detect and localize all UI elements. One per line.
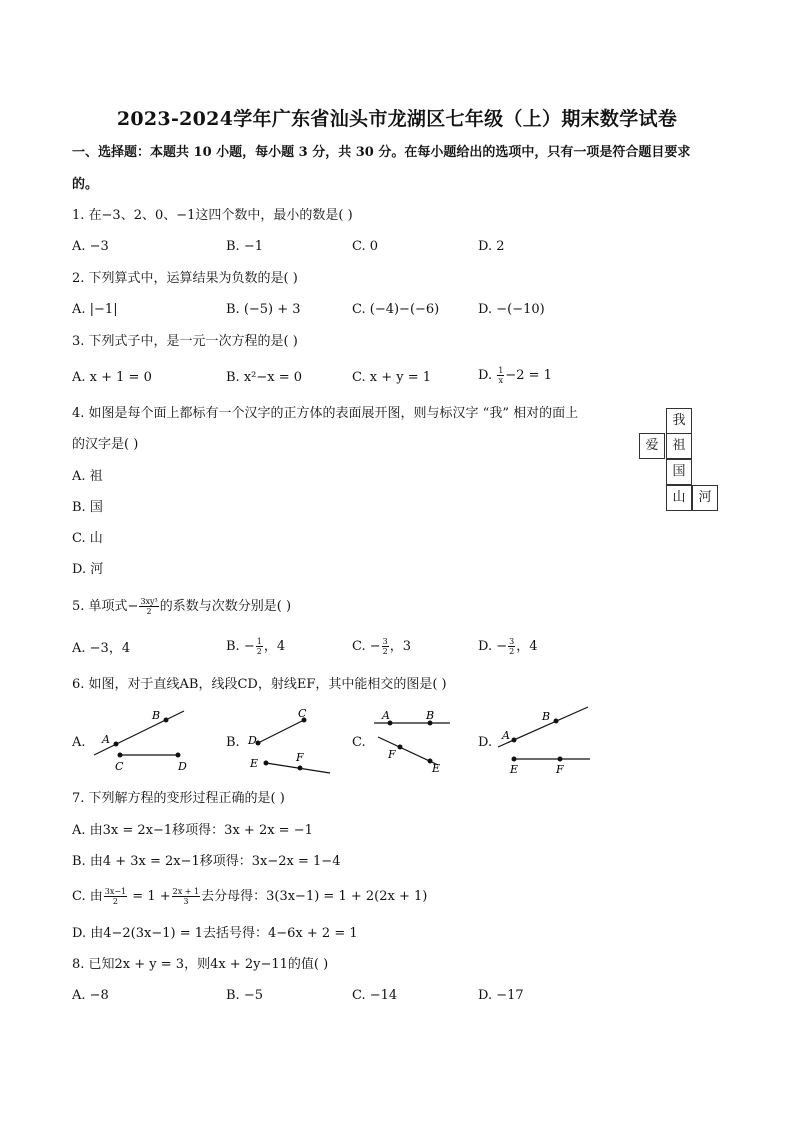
q5-b-prefix: B. −	[226, 639, 255, 654]
q5-d-den: 2	[509, 647, 515, 656]
q5-stem-num: 3xy³	[140, 597, 158, 606]
q4-stem-line1: 4. 如图是每个面上都标有一个汉字的正方体的表面展开图，则与标汉字 “我” 相对的面上	[72, 406, 579, 421]
net-face-guo: 国	[666, 459, 692, 485]
q5-option-b	[226, 637, 285, 656]
q6-stem: 6. 如图，对于直线AB，线段CD，射线EF，其中能相交的图是( )	[72, 677, 447, 692]
q3-option-c: C. x + y = 1	[352, 370, 432, 385]
q5-d-prefix: D. −	[478, 639, 508, 654]
q5-c-suffix: ，3	[389, 639, 412, 654]
q7-option-a: A. 由3x = 2x−1移项得：3x + 2x = −1	[72, 823, 313, 838]
net-face-zu: 祖	[666, 433, 692, 459]
q7-c-den1: 2	[112, 897, 118, 906]
q5-b-fraction	[256, 637, 263, 656]
q3-d-den: x	[498, 376, 504, 385]
fig-c-label-a: A	[382, 709, 390, 722]
q8-stem: 8. 已知2x + y = 3，则4x + 2y−11的值( )	[72, 957, 329, 972]
q4-stem-line2: 的汉字是( )	[72, 437, 139, 452]
q4-option-d: D. 河	[72, 562, 104, 577]
q6-figure-d	[494, 705, 594, 775]
fig-a-label-d: D	[178, 760, 187, 773]
q4-option-a: A. 祖	[72, 469, 103, 484]
net-face-wo: 我	[666, 408, 692, 434]
q7-stem: 7. 下列解方程的变形过程正确的是( )	[72, 791, 285, 806]
fig-c-label-e: E	[432, 762, 441, 775]
page-title: 2023-2024学年广东省汕头市龙湖区七年级（上）期末数学试卷	[116, 108, 678, 130]
q7-option-d: D. 由4−2(3x−1) = 1去括号得：4−6x + 2 = 1	[72, 926, 358, 941]
q3-d-fraction	[497, 366, 504, 385]
q3-option-a: A. x + 1 = 0	[72, 370, 152, 385]
q7-c-num2: 2x + 1	[172, 887, 200, 896]
q5-c-fraction	[382, 637, 389, 656]
q8-option-c: C. −14	[352, 988, 398, 1003]
fig-a-label-a: A	[102, 733, 110, 746]
q3-d-prefix: D.	[478, 368, 493, 383]
net-face-he: 河	[692, 485, 718, 511]
q7-c-den2: 3	[183, 897, 189, 906]
fig-b-label-d: D	[248, 734, 257, 747]
q5-d-suffix: ，4	[516, 639, 538, 654]
q3-d-num: 1	[498, 366, 504, 375]
fig-b-label-e: E	[250, 757, 259, 770]
q5-stem	[72, 597, 291, 616]
q2-option-b: B. (−5) + 3	[226, 302, 301, 317]
q5-stem-fraction	[139, 597, 158, 616]
q1-option-a: A. −3	[72, 239, 109, 254]
q7-c-fraction2	[172, 887, 200, 906]
q5-b-num: 1	[256, 637, 262, 646]
q5-d-num: 3	[509, 637, 515, 646]
q8-option-b: B. −5	[226, 988, 263, 1003]
q5-c-den: 2	[382, 647, 388, 656]
q5-stem-den: 2	[146, 607, 152, 616]
q8-option-a: A. −8	[72, 988, 109, 1003]
fig-c-label-f: F	[388, 748, 396, 761]
q4-option-c: C. 山	[72, 531, 103, 546]
q1-option-b: B. −1	[226, 239, 263, 254]
q2-stem: 2. 下列算式中，运算结果为负数的是( )	[72, 271, 298, 286]
q2-option-a: A. |−1|	[72, 302, 118, 317]
fig-d-label-e: E	[510, 763, 519, 775]
net-face-ai: 爱	[639, 433, 665, 459]
q2-option-d: D. −(−10)	[478, 302, 545, 317]
section-header: 一、选择题：本题共 10 小题，每小题 3 分，共 30 分。在每小题给出的选项中，只有一项是符合题目要求	[72, 145, 691, 160]
fig-d-label-a: A	[502, 729, 510, 742]
q4-option-b: B. 国	[72, 500, 103, 515]
fig-b-label-f: F	[296, 751, 304, 764]
q7-c-suffix: 去分母得：3(3x−1) = 1 + 2(2x + 1)	[201, 889, 428, 904]
q5-c-prefix: C. −	[352, 639, 381, 654]
q5-option-a: A. −3，4	[72, 641, 131, 656]
q7-option-b: B. 由4 + 3x = 2x−1移项得：3x−2x = 1−4	[72, 854, 341, 869]
section-header-cont: 的。	[72, 177, 99, 192]
q7-c-prefix: C. 由	[72, 889, 103, 904]
q2-option-c: C. (−4)−(−6)	[352, 302, 440, 317]
q5-stem-suffix: 的系数与次数分别是( )	[159, 599, 292, 614]
q8-option-d: D. −17	[478, 988, 524, 1003]
fig-a-label-c: C	[115, 760, 124, 773]
q6-figure-a	[90, 705, 190, 775]
q1-option-c: C. 0	[352, 239, 379, 254]
q5-b-suffix: ，4	[263, 639, 286, 654]
q3-option-b: B. x²−x = 0	[226, 370, 303, 385]
q3-d-suffix: −2 = 1	[505, 368, 552, 383]
q6-figure-b	[240, 705, 340, 775]
q1-option-d: D. 2	[478, 239, 505, 254]
q6-option-b: B.	[226, 735, 240, 750]
q5-stem-prefix: 5. 单项式−	[72, 599, 139, 614]
q6-option-c: C.	[352, 735, 366, 750]
fig-b-label-c: C	[298, 707, 307, 720]
q6-option-d: D.	[478, 735, 493, 750]
q5-b-den: 2	[256, 647, 262, 656]
fig-d-label-f: F	[556, 763, 564, 775]
fig-c-label-b: B	[426, 709, 435, 722]
q6-figure-c	[368, 705, 458, 775]
q7-c-mid: = 1 +	[132, 889, 171, 904]
net-face-shan: 山	[666, 485, 692, 511]
q3-stem: 3. 下列式子中，是一元一次方程的是( )	[72, 334, 298, 349]
q5-option-c	[352, 637, 411, 656]
q7-c-num1: 3x−1	[104, 887, 127, 896]
fig-a-label-b: B	[152, 709, 161, 722]
q7-option-c	[72, 887, 427, 906]
q3-option-d	[478, 366, 552, 385]
q5-c-num: 3	[382, 637, 388, 646]
q7-c-fraction1	[104, 887, 127, 906]
q6-option-a: A.	[72, 735, 86, 750]
fig-d-label-b: B	[542, 710, 551, 723]
q1-stem: 1. 在−3、2、0、−1这四个数中，最小的数是( )	[72, 208, 353, 223]
q5-d-fraction	[508, 637, 515, 656]
q5-option-d	[478, 637, 538, 656]
